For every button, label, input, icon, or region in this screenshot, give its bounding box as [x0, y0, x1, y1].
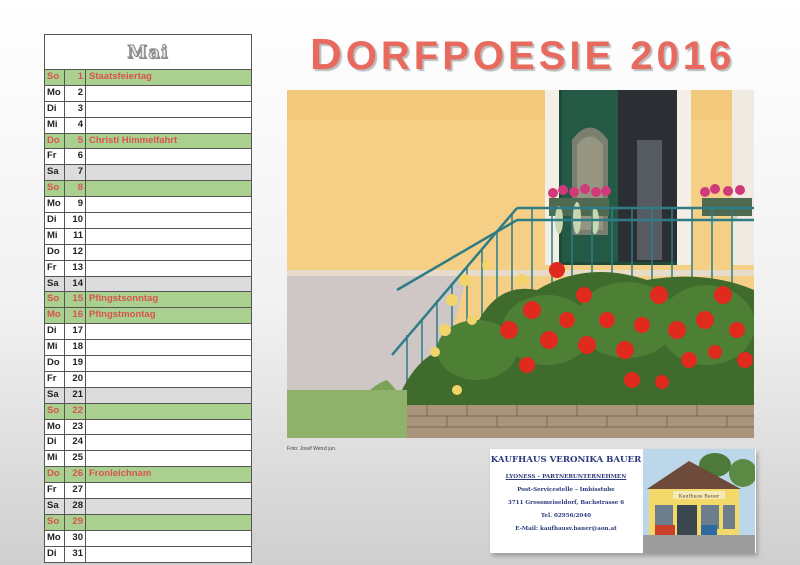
- weekday-label: Fr: [45, 149, 65, 164]
- day-number: 5: [65, 134, 86, 149]
- calendar-day-row: [45, 213, 251, 229]
- calendar-day-row: [45, 165, 251, 181]
- calendar-day-row: [45, 499, 251, 515]
- day-number: 22: [65, 404, 86, 419]
- calendar-day-row: [45, 292, 251, 308]
- month-header: [45, 35, 251, 70]
- calendar-day-row: [45, 324, 251, 340]
- holiday-name: Pfingstmontag: [89, 309, 156, 321]
- shop-services: Post-Servicestelle – Imbisstube: [517, 487, 615, 493]
- day-number: 29: [65, 515, 86, 530]
- day-number: 1: [65, 70, 86, 85]
- weekday-label: Do: [45, 356, 65, 371]
- day-number: 30: [65, 531, 86, 546]
- shop-advertisement: [490, 449, 756, 553]
- weekday-label: Di: [45, 324, 65, 339]
- calendar-day-row: [45, 435, 251, 451]
- ad-text-block: [490, 449, 642, 553]
- holiday-name: [86, 86, 251, 101]
- calendar-day-row: [45, 277, 251, 293]
- weekday-label: Fr: [45, 483, 65, 498]
- holiday-name: [86, 197, 251, 212]
- day-number: 20: [65, 372, 86, 387]
- weekday-label: So: [45, 181, 65, 196]
- weekday-label: Di: [45, 213, 65, 228]
- calendar-day-row: [45, 356, 251, 372]
- calendar-day-row: [45, 372, 251, 388]
- calendar-day-row: [45, 340, 251, 356]
- holiday-name: [86, 118, 251, 133]
- holiday-name: [86, 229, 251, 244]
- day-number: 23: [65, 420, 86, 435]
- day-number: 2: [65, 86, 86, 101]
- day-number: 18: [65, 340, 86, 355]
- month-name: Mai: [127, 41, 169, 63]
- day-number: 28: [65, 499, 86, 514]
- weekday-label: Sa: [45, 388, 65, 403]
- holiday-name: [86, 356, 251, 371]
- weekday-label: Sa: [45, 165, 65, 180]
- weekday-label: Sa: [45, 499, 65, 514]
- weekday-label: Sa: [45, 277, 65, 292]
- holiday-name: [86, 277, 251, 292]
- holiday-name: [86, 340, 251, 355]
- calendar-day-row: [45, 245, 251, 261]
- day-number: 7: [65, 165, 86, 180]
- weekday-label: Mi: [45, 118, 65, 133]
- calendar-day-row: [45, 229, 251, 245]
- holiday-name: Pfingstsonntag: [89, 293, 159, 305]
- weekday-label: Mo: [45, 531, 65, 546]
- day-number: 19: [65, 356, 86, 371]
- calendar-day-row: [45, 308, 251, 324]
- weekday-label: Mo: [45, 308, 65, 323]
- calendar-day-row: [45, 197, 251, 213]
- holiday-name: Christi Himmelfahrt: [89, 134, 178, 146]
- page-title: DORFPOESIE 2016: [310, 30, 736, 79]
- holiday-name: [86, 499, 251, 514]
- day-number: 17: [65, 324, 86, 339]
- weekday-label: Do: [45, 134, 65, 149]
- holiday-name: [86, 451, 251, 466]
- holiday-name: [86, 149, 251, 164]
- holiday-name: [86, 372, 251, 387]
- holiday-name: [86, 420, 251, 435]
- holiday-name: [86, 515, 251, 530]
- holiday-name: [86, 261, 251, 276]
- day-number: 25: [65, 451, 86, 466]
- calendar-days: [45, 70, 251, 562]
- calendar-day-row: [45, 467, 251, 483]
- calendar-day-row: [45, 531, 251, 547]
- holiday-name: Staatsfeiertag: [89, 71, 152, 82]
- weekday-label: Mo: [45, 86, 65, 101]
- weekday-label: So: [45, 70, 65, 85]
- holiday-name: [86, 324, 251, 339]
- calendar-day-row: [45, 118, 251, 134]
- weekday-label: So: [45, 292, 65, 307]
- weekday-label: Di: [45, 547, 65, 562]
- day-number: 26: [65, 467, 86, 482]
- holiday-name: [86, 165, 251, 180]
- house-entrance-photo: [287, 90, 754, 438]
- day-number: 15: [65, 292, 86, 307]
- weekday-label: Mo: [45, 197, 65, 212]
- calendar-day-row: [45, 420, 251, 436]
- weekday-label: So: [45, 404, 65, 419]
- day-number: 24: [65, 435, 86, 450]
- calendar-day-row: [45, 181, 251, 197]
- weekday-label: Mi: [45, 229, 65, 244]
- calendar-day-row: [45, 70, 251, 86]
- holiday-name: [86, 245, 251, 260]
- weekday-label: Di: [45, 102, 65, 117]
- holiday-name: [86, 531, 251, 546]
- calendar-day-row: [45, 515, 251, 531]
- holiday-name: [86, 547, 251, 562]
- weekday-label: Mo: [45, 420, 65, 435]
- shop-email: E-Mail: kaufhausv.bauer@aon.at: [515, 526, 617, 532]
- calendar-day-row: [45, 451, 251, 467]
- holiday-name: Fronleichnam: [89, 468, 152, 480]
- calendar-day-row: [45, 261, 251, 277]
- calendar-day-row: [45, 404, 251, 420]
- holiday-name: [86, 388, 251, 403]
- calendar-day-row: [45, 149, 251, 165]
- day-number: 16: [65, 308, 86, 323]
- holiday-name: [86, 404, 251, 419]
- shop-phone: Tel. 02956/2040: [540, 513, 592, 519]
- shop-subtitle: LYONESS – PARTNERUNTERNEHMEN: [505, 474, 627, 480]
- day-number: 31: [65, 547, 86, 562]
- shop-address: 3711 Grossmeiseldorf, Bachstrasse 6: [507, 500, 625, 506]
- shop-photo: [643, 449, 755, 553]
- shop-sign: Kaufhaus Bauer: [678, 493, 720, 500]
- day-number: 27: [65, 483, 86, 498]
- holiday-name: [86, 213, 251, 228]
- day-number: 11: [65, 229, 86, 244]
- weekday-label: So: [45, 515, 65, 530]
- calendar-day-row: [45, 388, 251, 404]
- weekday-label: Di: [45, 435, 65, 450]
- weekday-label: Mi: [45, 451, 65, 466]
- holiday-name: [86, 181, 251, 196]
- day-number: 3: [65, 102, 86, 117]
- holiday-name: [86, 102, 251, 117]
- day-number: 9: [65, 197, 86, 212]
- weekday-label: Do: [45, 467, 65, 482]
- day-number: 13: [65, 261, 86, 276]
- shop-name: KAUFHAUS VERONIKA BAUER: [490, 455, 642, 465]
- calendar-day-row: [45, 547, 251, 562]
- calendar-day-row: [45, 483, 251, 499]
- weekday-label: Fr: [45, 372, 65, 387]
- day-number: 6: [65, 149, 86, 164]
- calendar-day-row: [45, 86, 251, 102]
- day-number: 21: [65, 388, 86, 403]
- month-calendar: [44, 34, 252, 563]
- photo-credit: Foto: Josef Wenzl jun.: [287, 446, 337, 452]
- day-number: 4: [65, 118, 86, 133]
- holiday-name: [86, 483, 251, 498]
- weekday-label: Do: [45, 245, 65, 260]
- day-number: 12: [65, 245, 86, 260]
- calendar-day-row: [45, 102, 251, 118]
- day-number: 10: [65, 213, 86, 228]
- calendar-day-row: [45, 134, 251, 150]
- weekday-label: Fr: [45, 261, 65, 276]
- holiday-name: [86, 435, 251, 450]
- day-number: 8: [65, 181, 86, 196]
- day-number: 14: [65, 277, 86, 292]
- weekday-label: Mi: [45, 340, 65, 355]
